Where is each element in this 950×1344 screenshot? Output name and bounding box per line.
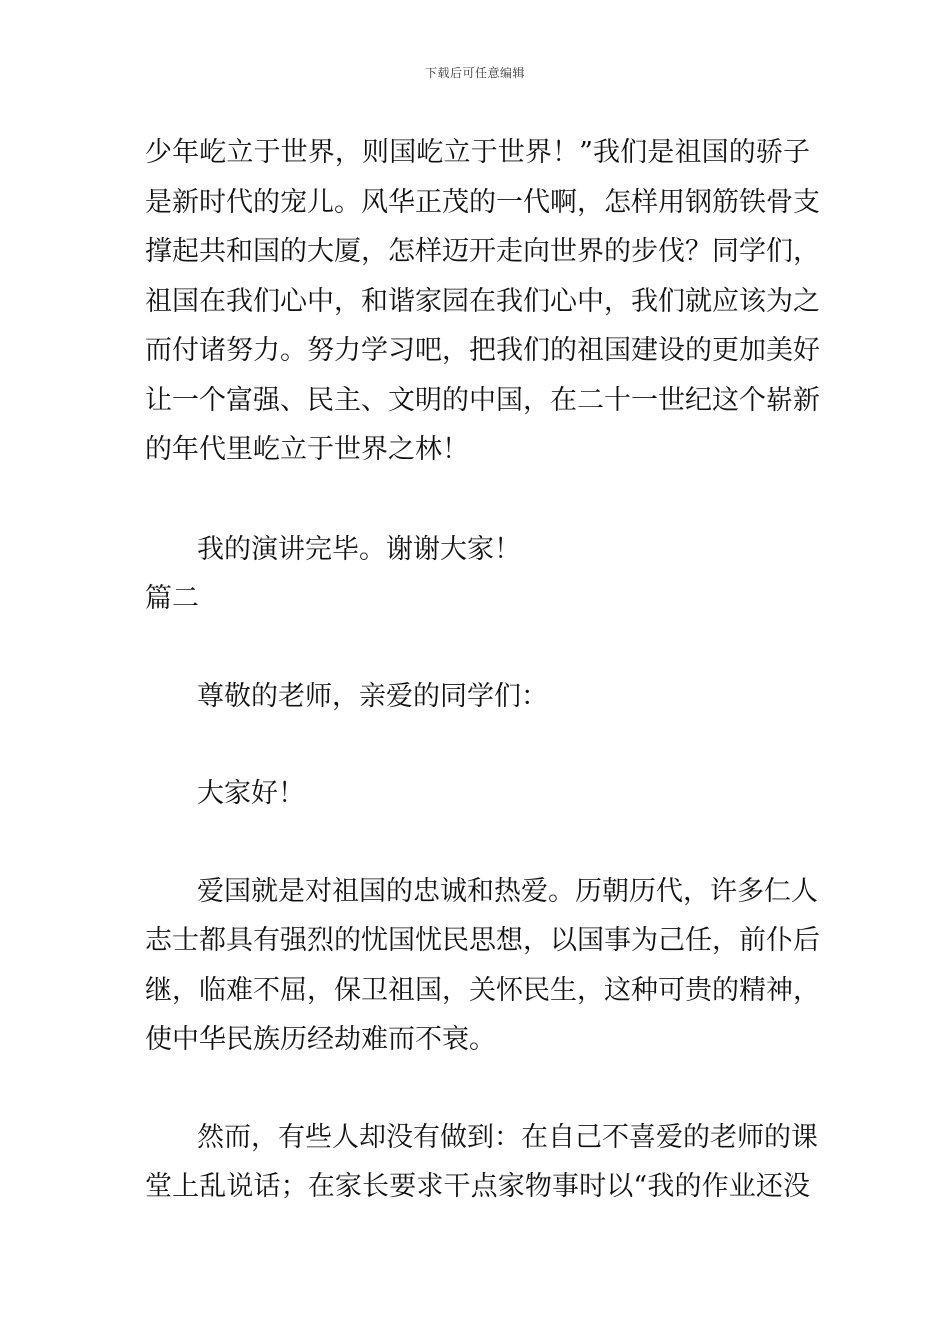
paragraph-greeting [145,769,810,819]
text-line: 大家好！ [197,778,305,809]
paragraph-salutation [145,672,810,722]
paragraph-closing-text [145,128,820,475]
text-line: 篇二 [145,583,199,614]
paragraph-patriotism [145,867,820,1065]
page-header: 下载后可任意编辑 [424,66,525,80]
section-heading [145,574,810,624]
text-line: 继，临难不屈，保卫祖国，关怀民生，这种可贵的精神， [145,974,820,1006]
text-line: 尊敬的老师，亲爱的同学们： [197,680,548,712]
text-line: 使中华民族历经劫难而不衰。 [145,1024,496,1055]
text-line: 的年代里屹立于世界之林！ [145,434,469,465]
text-line: 志士都具有强烈的忧国忧民思想，以国事为己任，前仆后 [145,925,820,956]
document-body [145,128,820,1212]
text-line: 我的演讲完毕。谢谢大家！ [197,533,521,565]
text-line: 让一个富强、民主、文明的中国，在二十一世纪这个崭新 [145,384,820,416]
text-line: 然而，有些人却没有做到：在自己不喜爱的老师的课 [197,1121,818,1153]
text-line: 祖国在我们心中，和谐家园在我们心中，我们就应该为之 [145,285,820,317]
text-line: 是新时代的宠儿。风华正茂的一代啊，怎样用钢筋铁骨支 [145,186,820,218]
paragraph-thanks [145,525,810,575]
text-line: 撑起共和国的大厦，怎样迈开走向世界的步伐？同学们， [145,236,820,267]
text-line: 少年屹立于世界，则国屹立于世界！”我们是祖国的骄子 [145,137,810,168]
text-line: 而付诸努力。努力学习吧，把我们的祖国建设的更加美好 [145,335,820,366]
text-line: 堂上乱说话；在家长要求干点家物事时以“我的作业还没 [145,1171,810,1202]
text-line: 爱国就是对祖国的忠诚和热爱。历朝历代，许多仁人 [197,875,818,907]
paragraph-however [145,1113,818,1212]
